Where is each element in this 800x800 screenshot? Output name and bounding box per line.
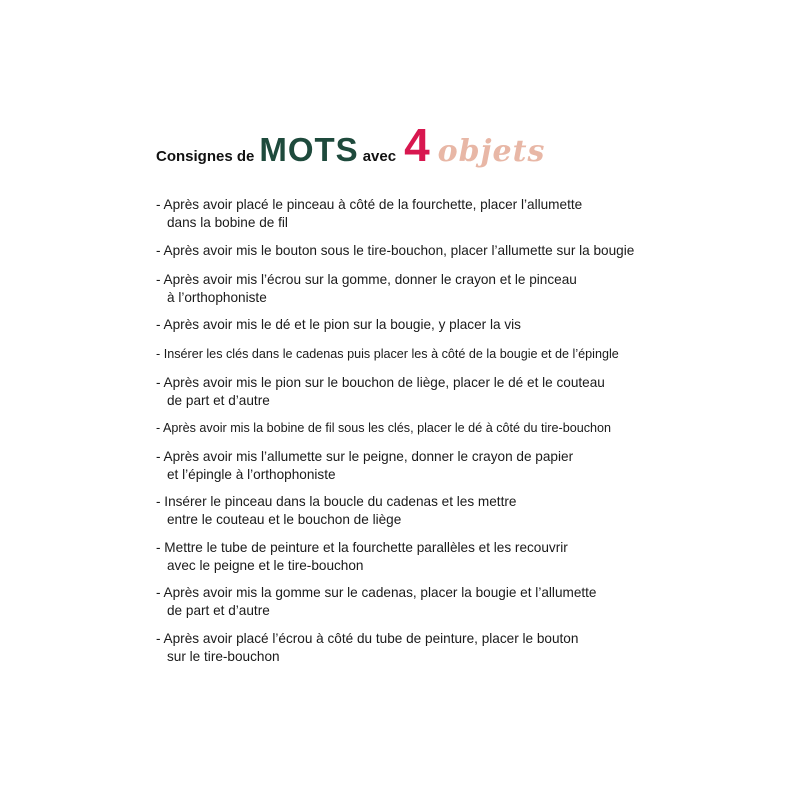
instruction-line-continued: avec le peigne et le tire-bouchon — [167, 558, 364, 573]
instruction-line: - Après avoir mis la gomme sur le cadenas, placer la bougie et l’allumette — [156, 585, 597, 600]
instruction-line-continued: de part et d’autre — [167, 393, 270, 408]
instruction-line: - Insérer les clés dans le cadenas puis placer les à côté de la bougie et de l’épingle — [156, 347, 619, 361]
instruction-line: - Après avoir mis la bobine de fil sous les clés, placer le dé à côté du tire-bouchon — [156, 421, 612, 435]
instruction-item — [156, 374, 676, 410]
instruction-line: - Après avoir placé l’écrou à côté du tube de peinture, placer le bouton — [156, 631, 579, 646]
instruction-line-continued: de part et d’autre — [167, 603, 270, 618]
page-title — [156, 118, 545, 178]
instruction-item — [156, 242, 676, 260]
title-objets: objets — [437, 134, 546, 169]
instruction-item — [156, 493, 676, 529]
instruction-line: - Après avoir mis le dé et le pion sur la bougie, y placer la vis — [156, 317, 521, 332]
instruction-line-continued: dans la bobine de fil — [167, 215, 288, 230]
instruction-line: - Insérer le pinceau dans la boucle du cadenas et les mettre — [156, 494, 517, 509]
instruction-line: - Mettre le tube de peinture et la fourchette parallèles et les recouvrir — [156, 540, 568, 555]
instruction-item — [156, 630, 676, 666]
instruction-item — [156, 539, 676, 575]
instruction-item — [156, 345, 676, 363]
instruction-item — [156, 584, 676, 620]
title-mots: MOTS — [259, 131, 359, 168]
instruction-item — [156, 448, 676, 484]
instruction-item — [156, 196, 676, 232]
instruction-line: - Après avoir mis l’allumette sur le peigne, donner le crayon de papier — [156, 449, 574, 464]
instruction-line-continued: sur le tire-bouchon — [167, 649, 280, 664]
title-number: 4 — [404, 119, 430, 171]
instruction-line: - Après avoir mis l’écrou sur la gomme, donner le crayon et le pinceau — [156, 272, 577, 287]
title-avec: avec — [362, 148, 397, 165]
instruction-item — [156, 271, 676, 307]
instruction-line: - Après avoir placé le pinceau à côté de la fourchette, placer l’allumette — [156, 197, 583, 212]
instruction-line: - Après avoir mis le bouton sous le tire-bouchon, placer l’allumette sur la bougie — [156, 243, 635, 258]
instruction-line: - Après avoir mis le pion sur le bouchon de liège, placer le dé et le couteau — [156, 375, 605, 390]
instruction-line-continued: et l’épingle à l’orthophoniste — [167, 467, 336, 482]
title-prefix: Consignes de — [156, 148, 255, 165]
instruction-line-continued: entre le couteau et le bouchon de liège — [167, 512, 402, 527]
instruction-item — [156, 316, 676, 334]
instruction-line-continued: à l’orthophoniste — [167, 290, 267, 305]
instruction-item — [156, 419, 676, 437]
